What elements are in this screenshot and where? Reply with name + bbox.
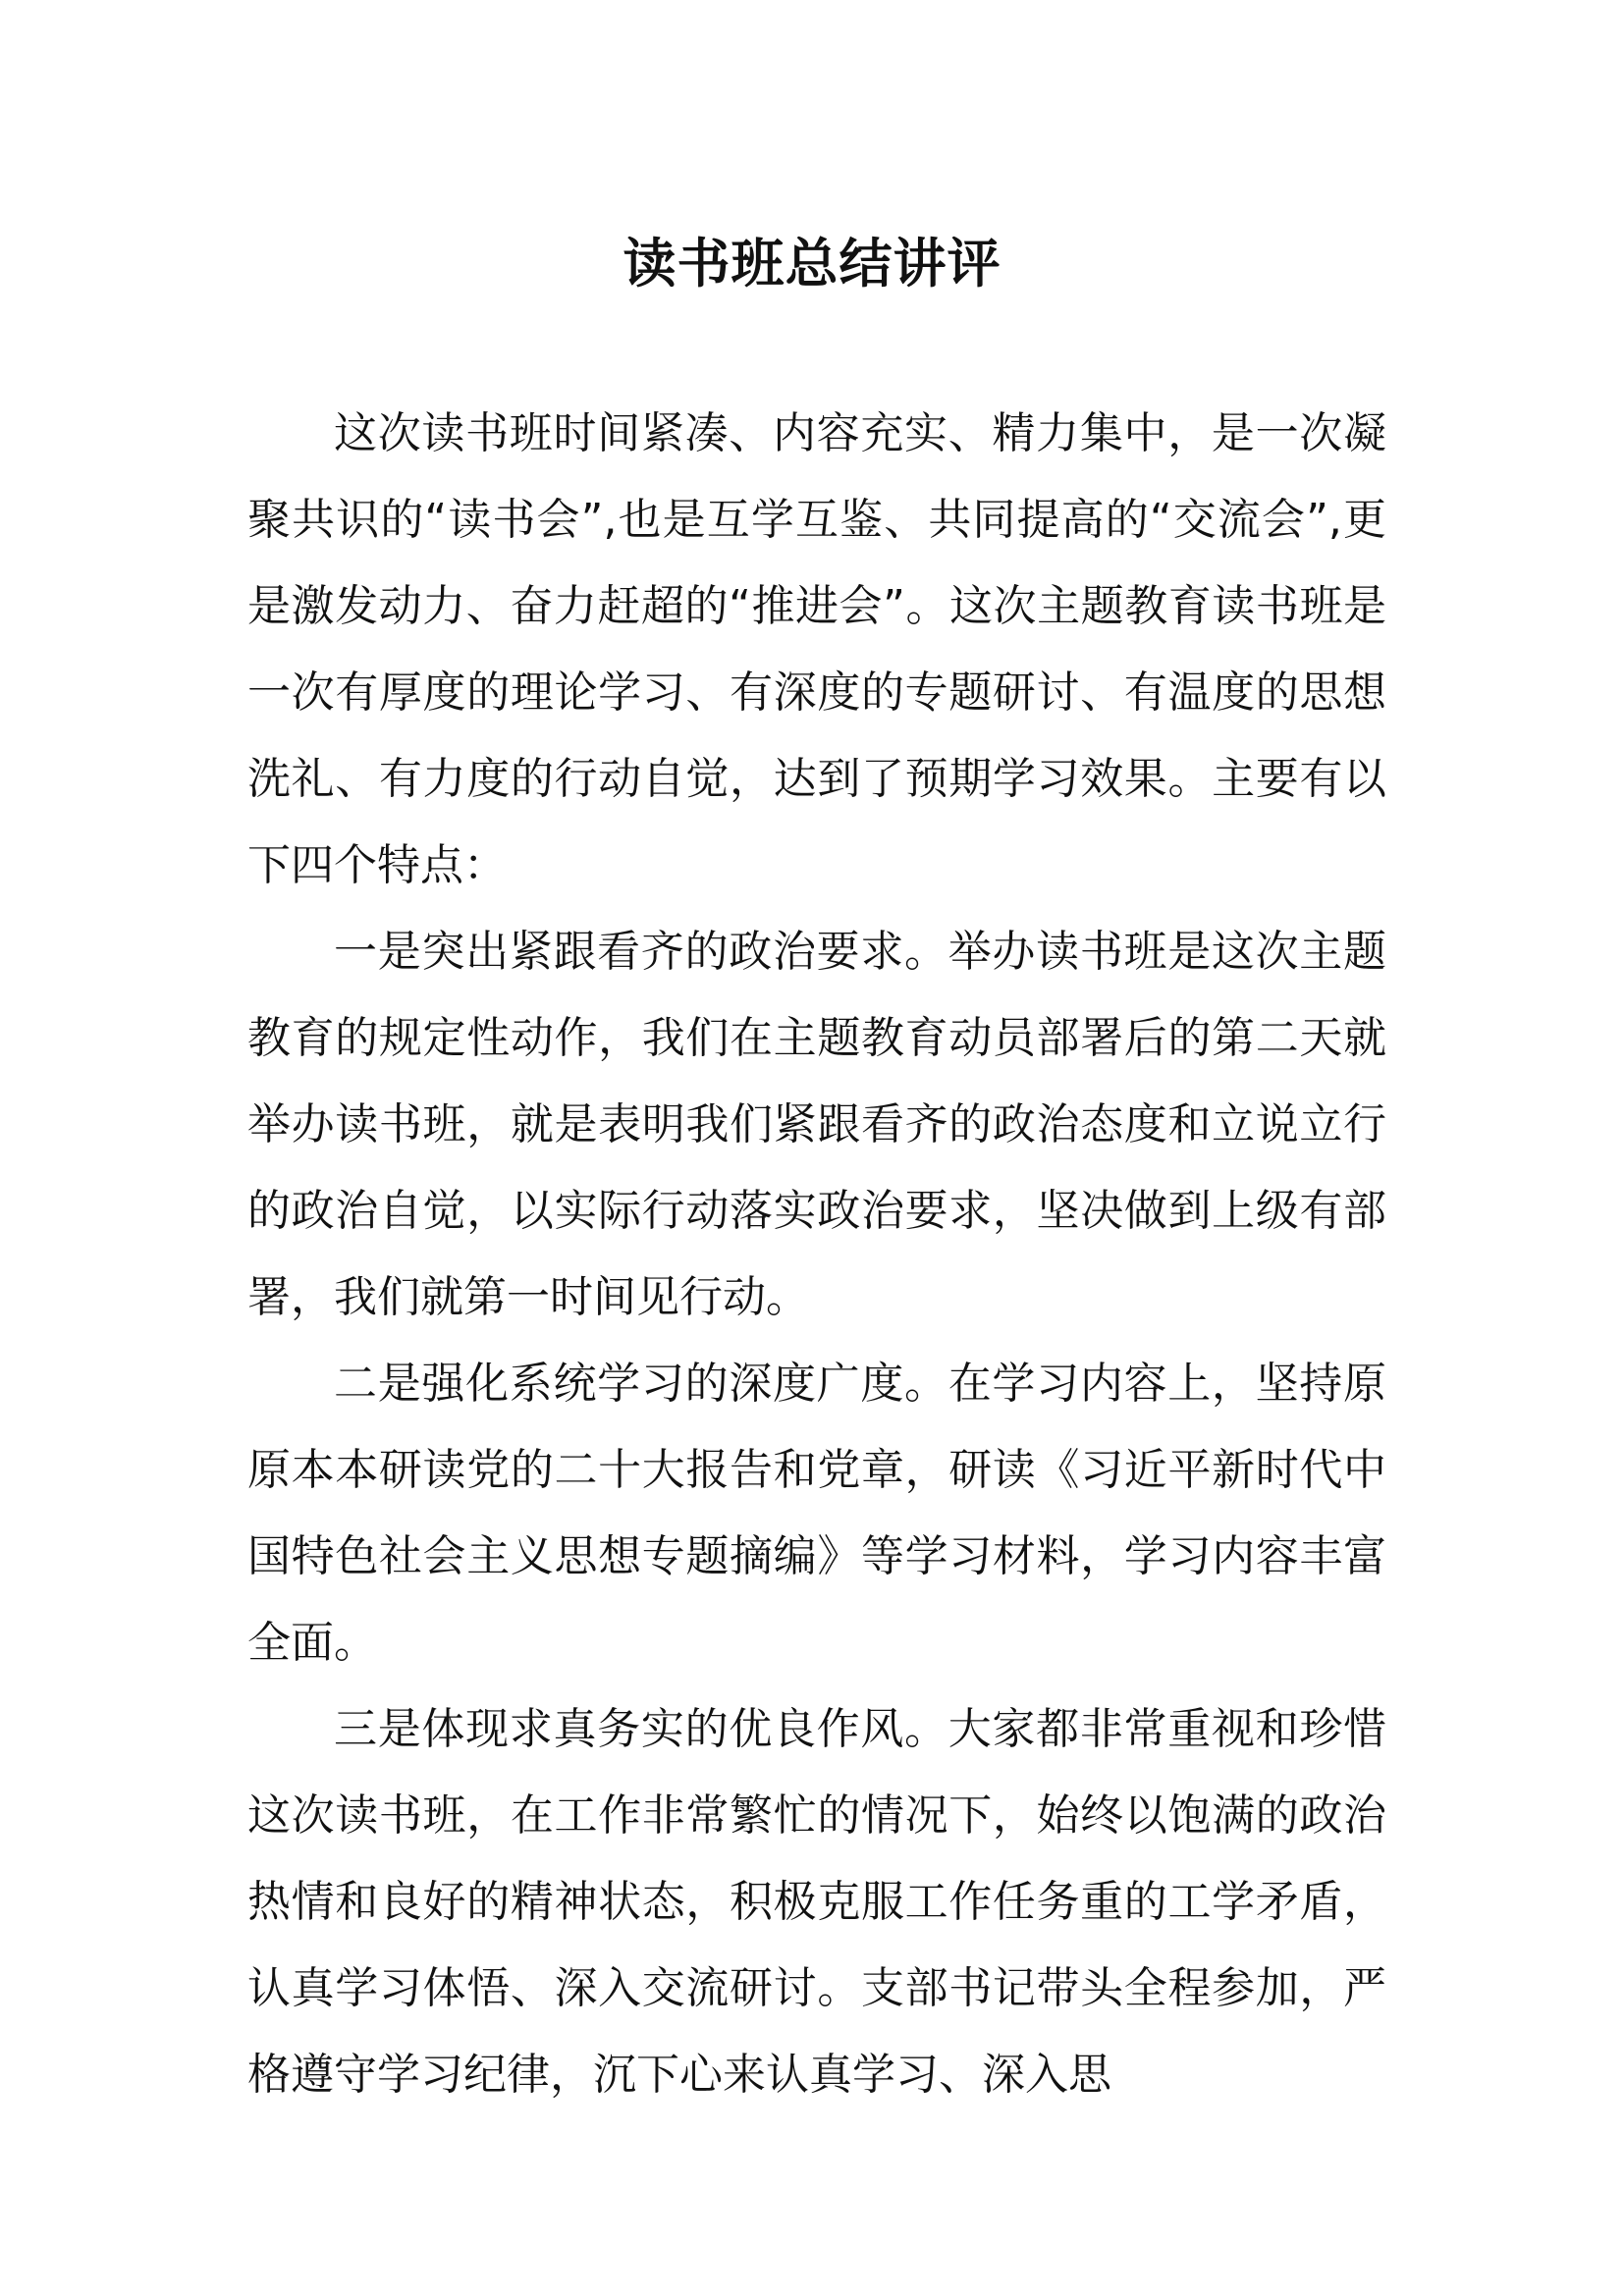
document-body (247, 391, 1386, 2118)
paragraph-intro: 这次读书班时间紧凑、内容充实、精力集中，是一次凝聚共识的“读书会”,也是互学互鉴、共同提高的“交流会”,更是激发动力、奋力赶超的“推进会”。这次主题教育读书班是一次有厚度的理论学习、有深度的专题研讨、有温度的思想洗礼、有力度的行动自觉，达到了预期学习效果。主要有以下四个特点： (247, 408, 1386, 890)
paragraph-point-three: 三是体现求真务实的优良作风。大家都非常重视和珍惜这次读书班，在工作非常繁忙的情况下，始终以饱满的政治热情和良好的精神状态，积极克服工作任务重的工学矛盾，认真学习体悟、深入交流研讨。支部书记带头全程参加，严格遵守学习纪律，沉下心来认真学习、深入思 (247, 1704, 1386, 2100)
document-title: 读书班总结讲评 (623, 232, 1001, 294)
paragraph-point-two: 二是强化系统学习的深度广度。在学习内容上，坚持原原本本研读党的二十大报告和党章，研读《习近平新时代中国特色社会主义思想专题摘编》等学习材料，学习内容丰富全面。 (247, 1359, 1386, 1668)
paragraph-point-one: 一是突出紧跟看齐的政治要求。举办读书班是这次主题教育的规定性动作，我们在主题教育动员部署后的第二天就举办读书班，就是表明我们紧跟看齐的政治态度和立说立行的政治自觉，以实际行动落实政治要求，坚决做到上级有部署，我们就第一时间见行动。 (247, 927, 1386, 1322)
